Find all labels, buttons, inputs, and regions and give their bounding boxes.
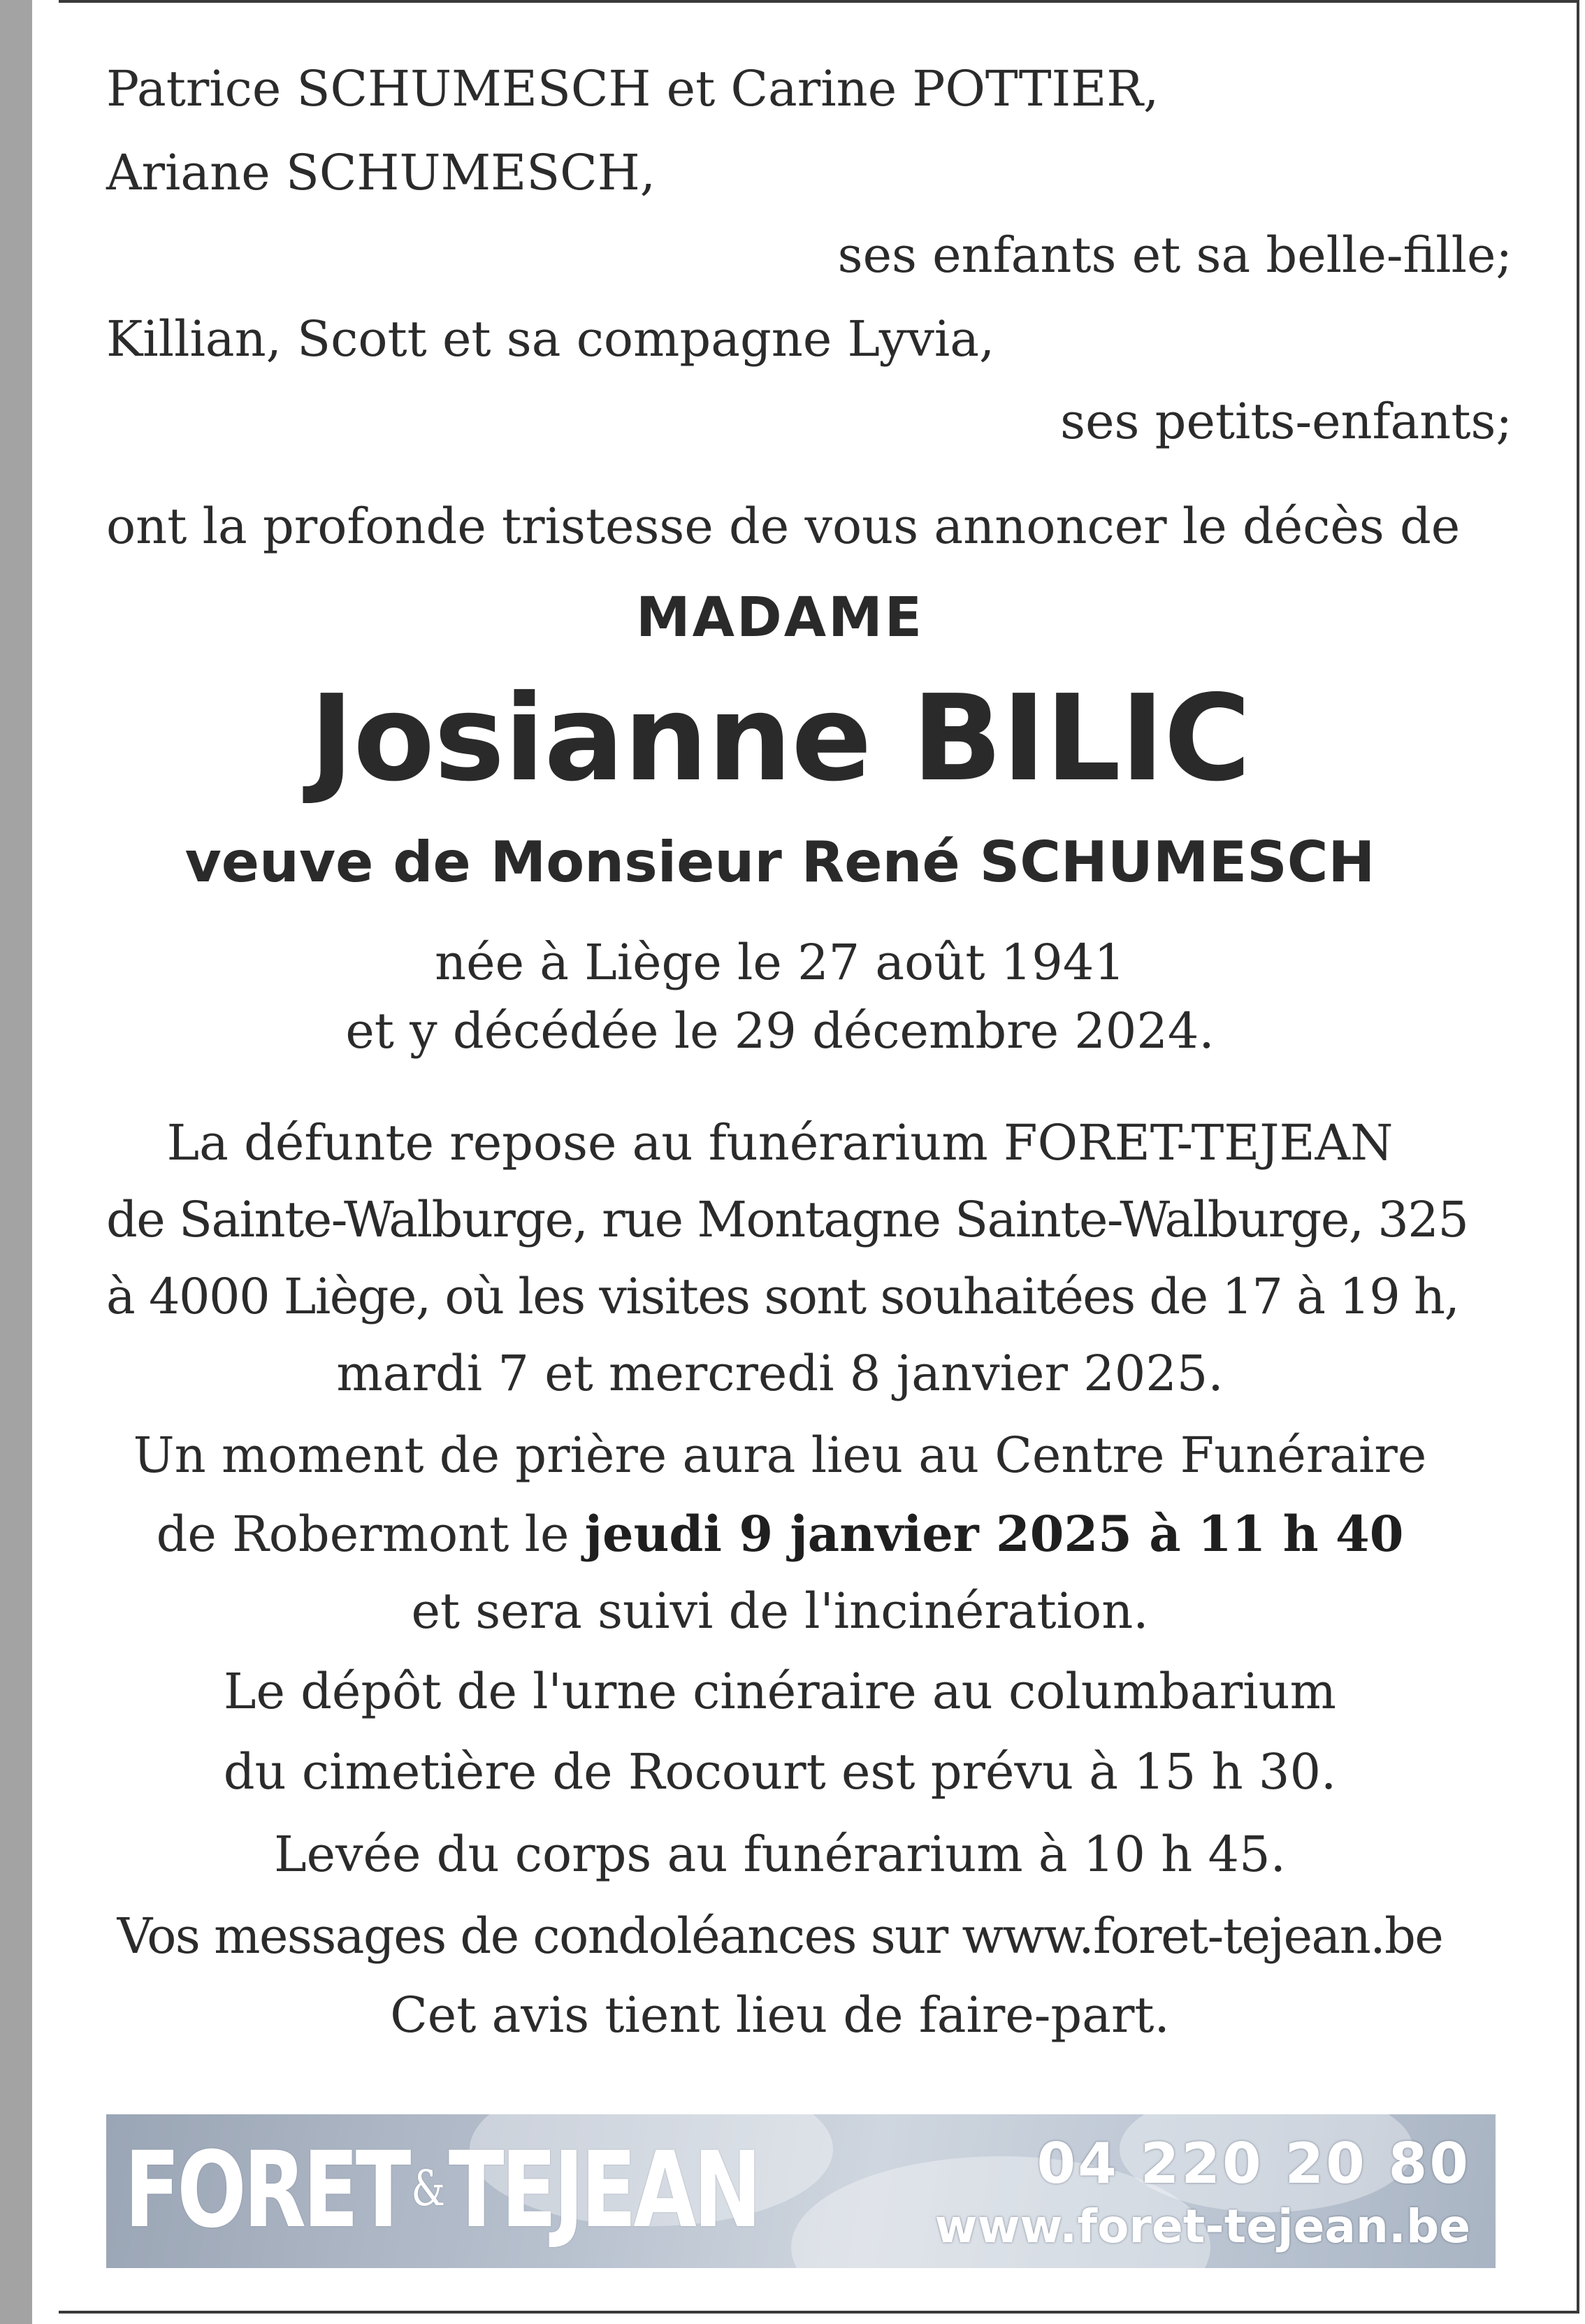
detail-line-10: Levée du corps au funérarium à 10 h 45.: [274, 1826, 1286, 1883]
logo-right-word: TEJEAN: [448, 2130, 759, 2251]
foret-tejean-logo: [124, 2130, 758, 2251]
deceased-name: Josianne BILIC: [310, 670, 1250, 808]
announcement-line: ont la profonde tristesse de vous annoncer le décès de: [106, 498, 1461, 555]
ceremony-datetime: jeudi 9 janvier 2025 à 11 h 40: [584, 1505, 1404, 1563]
logo-left-word: FORET: [124, 2130, 408, 2251]
left-margin-bar: [0, 0, 32, 2324]
funeral-home-banner: [106, 2114, 1496, 2268]
detail-line-4: mardi 7 et mercredi 8 janvier 2025.: [336, 1345, 1224, 1402]
birth-line: née à Liège le 27 août 1941: [435, 934, 1125, 991]
detail-line-1: La défunte repose au funérarium FORET-TEJEAN: [166, 1114, 1394, 1171]
detail-line-6: [106, 1505, 1454, 1563]
death-line: et y décédée le 29 décembre 2024.: [345, 1002, 1215, 1060]
deceased-title: MADAME: [636, 586, 924, 649]
family-line-2: Ariane SCHUMESCH,: [106, 144, 656, 201]
website-link[interactable]: www.foret-tejean.be: [934, 2200, 1470, 2253]
detail-line-9: du cimetière de Rocourt est prévu à 15 h 30.: [223, 1743, 1337, 1800]
logo-ampersand: &: [411, 2160, 446, 2217]
condolences-line: Vos messages de condoléances sur www.foret-tejean.be: [117, 1907, 1443, 1965]
family-line-1: Patrice SCHUMESCH et Carine POTTIER,: [106, 60, 1159, 117]
phone-number: 04 220 20 80: [1036, 2131, 1470, 2196]
detail-line-7: et sera suivi de l'incinération.: [411, 1582, 1149, 1640]
detail-line-6-prefix: de Robermont le: [156, 1506, 585, 1563]
family-line-grandchildren: Killian, Scott et sa compagne Lyvia,: [106, 310, 995, 368]
family-relation-children: ses enfants et sa belle-fille;: [837, 226, 1512, 284]
closing-line: Cet avis tient lieu de faire-part.: [390, 1986, 1170, 2044]
detail-line-2: de Sainte-Walburge, rue Montagne Sainte-Walburge, 325: [106, 1191, 1468, 1248]
detail-line-5: Un moment de prière aura lieu au Centre Funéraire: [133, 1427, 1427, 1484]
family-relation-grandchildren: ses petits-enfants;: [1060, 393, 1512, 450]
widow-of-line: veuve de Monsieur René SCHUMESCH: [184, 830, 1375, 895]
detail-line-3: à 4000 Liège, où les visites sont souhaitées de 17 à 19 h,: [106, 1268, 1459, 1325]
detail-line-8: Le dépôt de l'urne cinéraire au columbarium: [223, 1663, 1337, 1720]
